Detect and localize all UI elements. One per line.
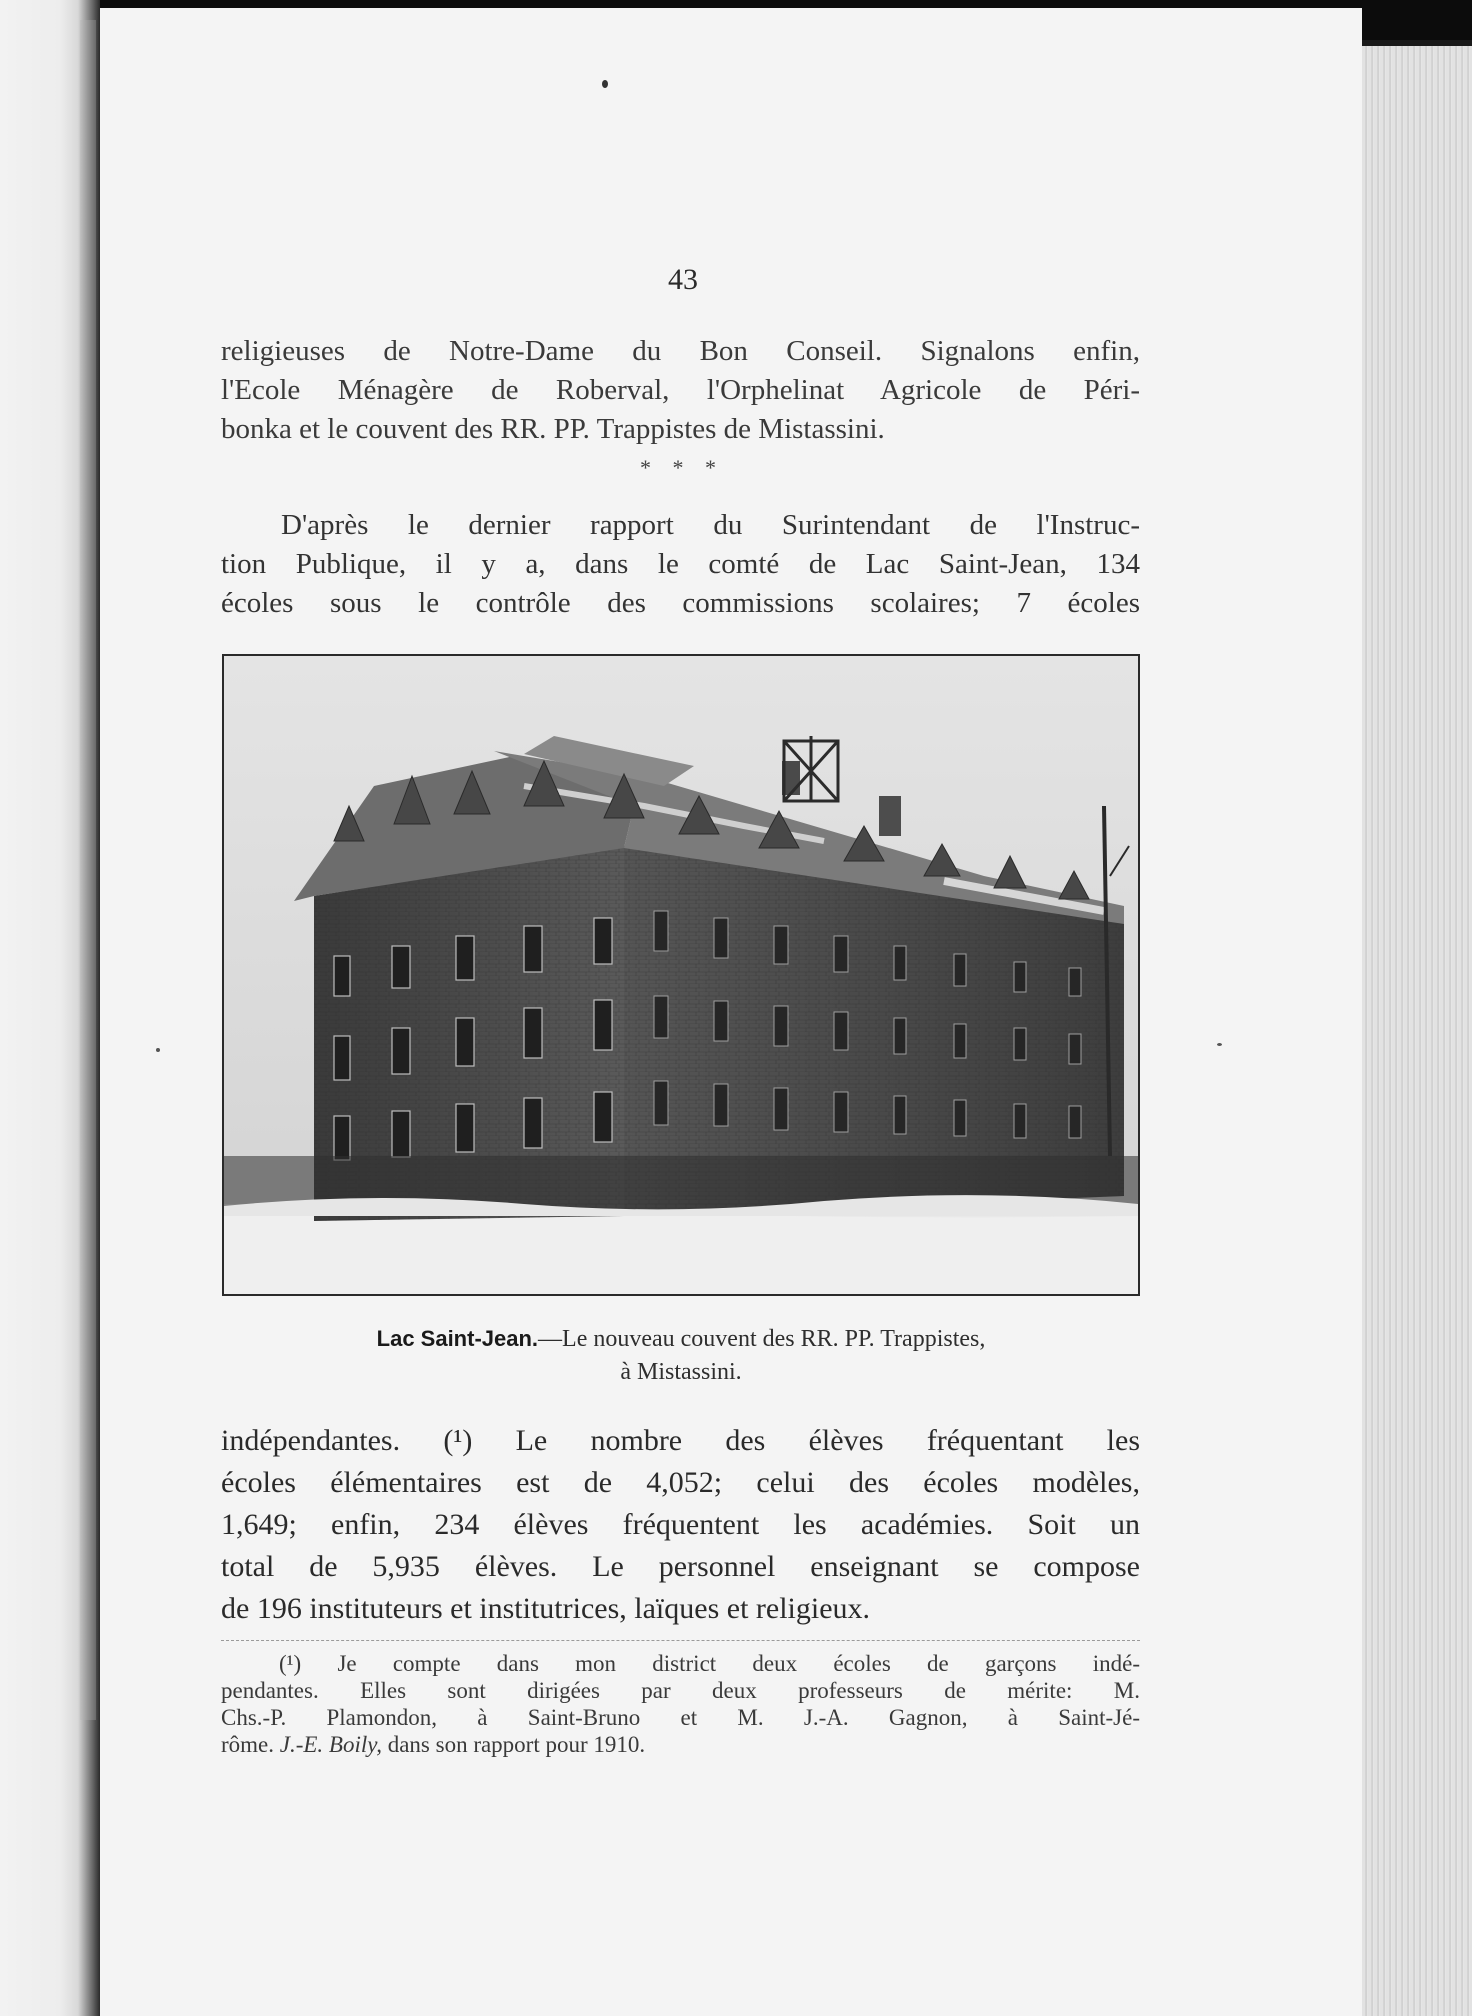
- caption-location: Lac Saint-Jean.: [376, 1326, 539, 1351]
- paragraph-convents: [221, 332, 1140, 449]
- caption-line: [222, 1322, 1140, 1356]
- paragraph-enrollment: [221, 1420, 1140, 1630]
- section-separator: * * *: [640, 455, 724, 480]
- footnote-author: J.-E. Boily,: [279, 1732, 382, 1757]
- text-line: tion Publique, il y a, dans le comté de Lac Saint-Jean, 134: [221, 548, 1140, 580]
- text-line: l'Ecole Ménagère de Roberval, l'Orphelinat Agricole de Péri-: [221, 374, 1140, 406]
- paragraph-school-report: [221, 506, 1140, 623]
- text-line: de 196 instituteurs et institutrices, laïques et religieux.: [221, 1592, 871, 1625]
- ink-speck: [602, 80, 608, 88]
- footnote-text: rôme.: [221, 1732, 280, 1757]
- book-page: [100, 8, 1362, 2016]
- footnote-divider: [221, 1640, 1140, 1642]
- text-line: total de 5,935 élèves. Le personnel enseignant se compose: [221, 1550, 1140, 1583]
- footnote: [221, 1650, 1140, 1758]
- page-number: 43: [668, 263, 698, 296]
- ink-speck: [156, 1048, 160, 1052]
- footnote-line: Chs.-P. Plamondon, à Saint-Bruno et M. J.-A. Gagnon, à Saint-Jé-: [221, 1705, 1140, 1730]
- footnote-line: (¹) Je compte dans mon district deux écoles de garçons indé-: [279, 1651, 1140, 1676]
- footnote-line: pendantes. Elles sont dirigées par deux professeurs de mérite: M.: [221, 1678, 1140, 1703]
- footnote-text: dans son rapport pour 1910.: [381, 1732, 646, 1757]
- ink-speck: [1217, 1043, 1222, 1046]
- convent-photograph: [222, 654, 1140, 1296]
- text-line: bonka et le couvent des RR. PP. Trappistes de Mistassini.: [221, 413, 885, 445]
- text-line: religieuses de Notre-Dame du Bon Conseil. Signalons enfin,: [221, 335, 1140, 367]
- caption-description: —Le nouveau couvent des RR. PP. Trappistes,: [538, 1326, 986, 1352]
- photo-caption: [222, 1322, 1140, 1389]
- footnote-line: [221, 1731, 1140, 1758]
- caption-line-2: à Mistassini.: [620, 1359, 742, 1385]
- text-line: écoles élémentaires est de 4,052; celui des écoles modèles,: [221, 1466, 1140, 1499]
- text-line: indépendantes. (¹) Le nombre des élèves fréquentant les: [221, 1424, 1140, 1457]
- text-line: 1,649; enfin, 234 élèves fréquentent les académies. Soit un: [221, 1508, 1140, 1541]
- previous-page-edge: [0, 0, 100, 2016]
- text-line: écoles sous le contrôle des commissions scolaires; 7 écoles: [221, 587, 1140, 619]
- text-line: D'après le dernier rapport du Surintendant de l'Instruc-: [281, 509, 1140, 541]
- page-stack-edges: [1362, 40, 1472, 2016]
- convent-building-illustration: [224, 656, 1138, 1294]
